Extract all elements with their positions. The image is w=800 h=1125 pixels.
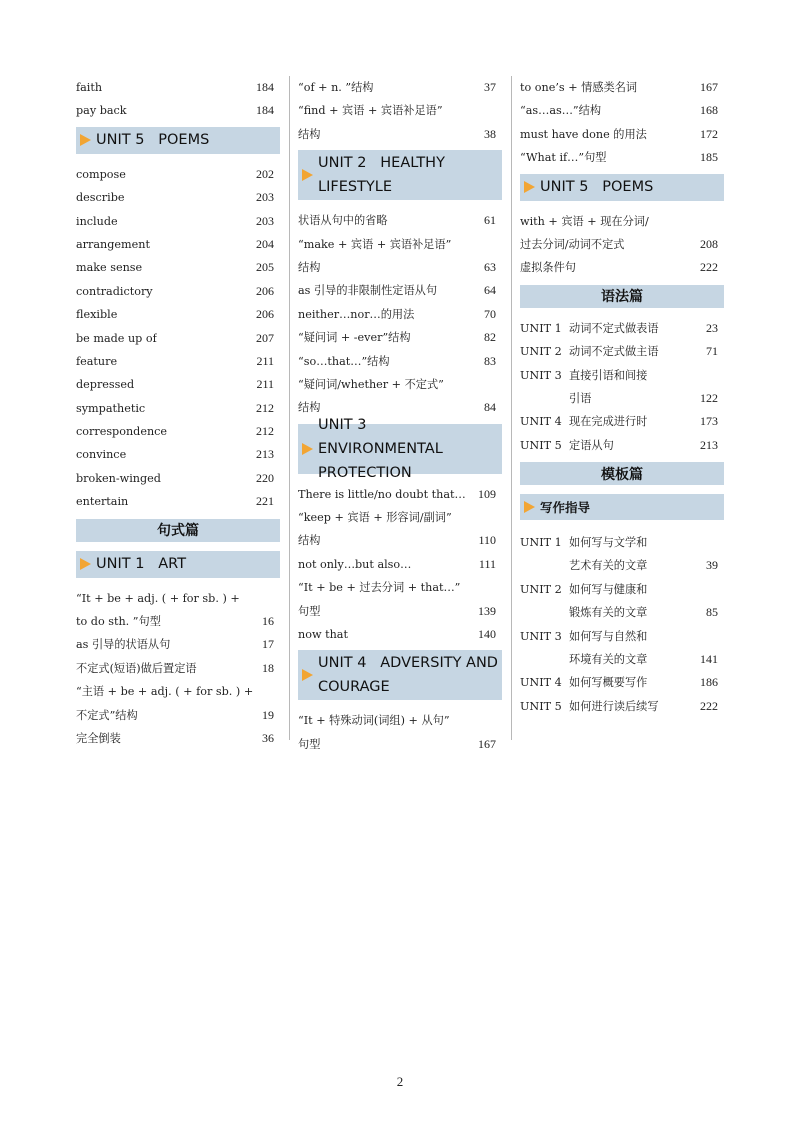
toc-entry-page: 82: [484, 330, 496, 345]
toc-entry-text: pay back: [76, 104, 127, 118]
column-divider-left: [289, 76, 290, 740]
toc-entry-page: 122: [700, 390, 718, 405]
toc-entry: [520, 695, 724, 718]
toc-entry-text: “make + 宾语 + 宾语补足语”: [298, 237, 452, 251]
toc-entry-page: 205: [256, 260, 274, 275]
toc-entry-page: 212: [256, 424, 274, 439]
toc-entry-text: describe: [76, 191, 125, 205]
toc-entry: [76, 99, 280, 122]
toc-entry-page: 19: [262, 707, 274, 722]
toc-entry-page: 83: [484, 353, 496, 368]
toc-entry: [298, 76, 502, 99]
toc-entry-text: 动词不定式做表语: [569, 321, 659, 335]
toc-entry: [298, 350, 502, 373]
toc-entry-page: 63: [484, 259, 496, 274]
toc-entry: [520, 364, 724, 387]
toc-entry-text: 完全倒装: [76, 731, 121, 745]
writing-guide-header: 写作指导: [520, 494, 724, 520]
toc-entry-page: 213: [256, 447, 274, 462]
toc-entry: [520, 531, 724, 554]
toc-entry-page: 203: [256, 213, 274, 228]
toc-entry-page: 38: [484, 126, 496, 141]
toc-entry: [76, 280, 280, 303]
toc-entry-text: There is little/no doubt that…: [298, 487, 466, 501]
toc-entry-text: neither…nor…的用法: [298, 307, 415, 321]
toc-entry-page: 221: [256, 494, 274, 509]
toc-entry-page: 17: [262, 637, 274, 652]
toc-entry: [76, 186, 280, 209]
toc-entry-text: now that: [298, 628, 348, 642]
toc-entry-page: 140: [478, 627, 496, 642]
toc-entry: [520, 671, 724, 694]
toc-entry-text: 不定式(短语)做后置定语: [76, 661, 197, 675]
unit-2-healthy-lifestyle-header: UNIT 2 HEALTHY LIFESTYLE: [298, 150, 502, 200]
toc-entry: [520, 210, 724, 233]
toc-entry-text: depressed: [76, 378, 135, 392]
arrow-icon: [80, 134, 91, 146]
toc-entry-text: with + 宾语 + 现在分词/: [520, 214, 649, 228]
toc-entry-unit: UNIT 1: [520, 536, 562, 550]
sentence-list-continued: [520, 76, 724, 170]
toc-entry-page: 167: [700, 79, 718, 94]
toc-entry-text: to one’s + 情感类名词: [520, 80, 638, 94]
toc-entry: [520, 554, 724, 577]
grammar-section-header: 语法篇: [520, 285, 724, 308]
toc-entry-page: 61: [484, 213, 496, 228]
arrow-icon: [302, 669, 313, 681]
toc-entry-page: 71: [706, 344, 718, 359]
toc-entry-page: 36: [262, 730, 274, 745]
toc-entry-text: include: [76, 214, 118, 228]
toc-entry-page: 202: [256, 166, 274, 181]
toc-entry: [298, 279, 502, 302]
toc-entry-text: 动词不定式做主语: [569, 345, 659, 359]
toc-entry: [520, 256, 724, 279]
unit-5-poems-header: UNIT 5 POEMS: [520, 174, 724, 201]
toc-entry-page: 211: [256, 353, 274, 368]
toc-entry-unit: UNIT 3: [520, 629, 562, 643]
toc-entry-text: faith: [76, 80, 103, 94]
toc-entry-page: 139: [478, 603, 496, 618]
toc-entry-page: 167: [478, 736, 496, 751]
toc-entry-text: 定语从句: [569, 438, 614, 452]
toc-entry: [76, 373, 280, 396]
unit-3-environmental-protection-header: UNIT 3 ENVIRONMENTAL PROTECTION: [298, 424, 502, 474]
toc-entry-page: 211: [256, 377, 274, 392]
toc-entry-page: 220: [256, 470, 274, 485]
toc-entry-unit: UNIT 5: [520, 438, 562, 452]
toc-entry-text: 如何写与健康和: [569, 582, 648, 596]
toc-entry: [76, 256, 280, 279]
toc-entry: [298, 623, 502, 646]
toc-entry-page: 141: [700, 652, 718, 667]
toc-entry-page: 70: [484, 306, 496, 321]
toc-entry-text: sympathetic: [76, 401, 146, 415]
toc-entry-text: 结构: [298, 260, 321, 274]
toc-entry-page: 208: [700, 236, 718, 251]
toc-entry: [76, 490, 280, 513]
unit-1-sentence-list: [76, 587, 280, 751]
toc-entry-text: 过去分词/动词不定式: [520, 237, 625, 251]
toc-entry: [298, 373, 502, 396]
toc-entry-text: 引语: [569, 391, 592, 405]
toc-entry-unit: UNIT 4: [520, 676, 562, 690]
toc-entry-text: not only…but also…: [298, 557, 412, 571]
toc-entry-unit: UNIT 2: [520, 582, 562, 596]
toc-entry: [76, 704, 280, 727]
toc-entry-text: be made up of: [76, 331, 157, 345]
toc-entry: [520, 317, 724, 340]
toc-entry-text: “疑问词/whether + 不定式”: [298, 377, 444, 391]
toc-entry-unit: UNIT 4: [520, 415, 562, 429]
toc-entry-text: 艺术有关的文章: [569, 559, 648, 573]
toc-entry-page: 204: [256, 236, 274, 251]
toc-entry-text: “so…that…”结构: [298, 354, 390, 368]
toc-entry: [76, 467, 280, 490]
toc-entry-text: “as…as…”结构: [520, 104, 602, 118]
toc-entry: [76, 420, 280, 443]
toc-entry: [520, 123, 724, 146]
toc-entry-unit: UNIT 2: [520, 345, 562, 359]
toc-entry-unit: UNIT 3: [520, 368, 562, 382]
toc-entry-page: 203: [256, 190, 274, 205]
sentence-section-header: 句式篇: [76, 519, 280, 542]
toc-entry-page: 222: [700, 698, 718, 713]
arrow-icon: [80, 558, 91, 570]
toc-entry-text: 不定式”结构: [76, 708, 138, 722]
toc-entry: [520, 340, 724, 363]
toc-entry: [298, 709, 502, 732]
toc-entry-page: 39: [706, 558, 718, 573]
toc-entry-text: entertain: [76, 495, 129, 509]
toc-entry: [520, 648, 724, 671]
unit-5-poems-header: UNIT 5 POEMS: [76, 127, 280, 154]
toc-entry: [298, 326, 502, 349]
toc-entry-page: 222: [700, 260, 718, 275]
toc-entry: [76, 680, 280, 703]
unit-2-sentence-list: [298, 209, 502, 420]
toc-entry-page: 172: [700, 126, 718, 141]
toc-entry-page: 23: [706, 320, 718, 335]
toc-entry-text: “of + n. ”结构: [298, 80, 374, 94]
arrow-icon: [302, 169, 313, 181]
column-divider-right: [511, 76, 512, 740]
grammar-list: [520, 317, 724, 457]
toc-entry-text: compose: [76, 167, 126, 181]
toc-entry-text: 环境有关的文章: [569, 653, 648, 667]
sentence-list-continued: [298, 76, 502, 146]
toc-entry: [520, 233, 724, 256]
toc-entry-text: as 引导的非限制性定语从句: [298, 284, 438, 298]
toc-entry-text: 如何进行读后续写: [569, 699, 659, 713]
toc-entry: [298, 233, 502, 256]
toc-entry: [298, 303, 502, 326]
toc-entry-text: 虚拟条件句: [520, 261, 576, 275]
toc-entry-text: “find + 宾语 + 宾语补足语”: [298, 104, 443, 118]
toc-entry: [76, 163, 280, 186]
toc-entry: [520, 387, 724, 410]
toc-entry: [298, 600, 502, 623]
toc-entry-text: “It + be + adj. ( + for sb. ) +: [76, 591, 240, 605]
arrow-icon: [524, 501, 535, 513]
toc-entry-text: feature: [76, 354, 118, 368]
toc-entry-unit: UNIT 1: [520, 321, 562, 335]
toc-entry-page: 184: [256, 103, 274, 118]
toc-entry: [520, 434, 724, 457]
toc-entry-page: 85: [706, 605, 718, 620]
toc-entry: [520, 76, 724, 99]
toc-entry-text: “主语 + be + adj. ( + for sb. ) +: [76, 685, 254, 699]
toc-entry-text: 如何写与自然和: [569, 629, 648, 643]
toc-entry: [298, 99, 502, 122]
arrow-icon: [302, 443, 313, 455]
toc-column-3: [520, 76, 724, 718]
toc-entry: [76, 633, 280, 656]
toc-entry-text: 现在完成进行时: [569, 415, 648, 429]
toc-entry-page: 64: [484, 283, 496, 298]
toc-entry-text: 如何写概要写作: [569, 676, 648, 690]
toc-entry: [76, 587, 280, 610]
toc-entry-page: 84: [484, 400, 496, 415]
toc-entry: [76, 443, 280, 466]
unit-1-art-header: UNIT 1 ART: [76, 551, 280, 578]
toc-entry-page: 111: [478, 556, 496, 571]
toc-entry-text: 如何写与文学和: [569, 536, 648, 550]
toc-entry-text: make sense: [76, 261, 143, 275]
toc-entry-text: flexible: [76, 308, 118, 322]
page-number: 2: [396, 1074, 404, 1089]
toc-entry-text: must have done 的用法: [520, 127, 647, 141]
toc-entry-text: 结构: [298, 534, 321, 548]
toc-entry: [298, 576, 502, 599]
toc-entry: [520, 99, 724, 122]
toc-entry-text: broken-winged: [76, 471, 161, 485]
toc-entry: [76, 397, 280, 420]
toc-entry: [298, 256, 502, 279]
toc-entry-page: 168: [700, 103, 718, 118]
toc-entry-text: “keep + 宾语 + 形容词/副词”: [298, 511, 452, 525]
toc-entry-page: 110: [478, 533, 496, 548]
toc-entry: [298, 123, 502, 146]
toc-entry: [76, 350, 280, 373]
toc-entry-page: 207: [256, 330, 274, 345]
toc-entry-text: as 引导的状语从句: [76, 638, 171, 652]
writing-guide-list: [520, 531, 724, 718]
toc-entry-text: convince: [76, 448, 127, 462]
toc-entry: [76, 657, 280, 680]
toc-entry: [520, 410, 724, 433]
toc-column-1: [76, 76, 280, 750]
toc-entry-text: 状语从句中的省略: [298, 214, 388, 228]
unit-4-sentence-list: [298, 709, 502, 756]
toc-entry: [298, 553, 502, 576]
toc-entry: [76, 76, 280, 99]
toc-entry-text: 结构: [298, 401, 321, 415]
toc-entry: [76, 610, 280, 633]
toc-entry: [76, 210, 280, 233]
toc-entry: [520, 578, 724, 601]
toc-entry-unit: UNIT 5: [520, 699, 562, 713]
toc-entry: [298, 506, 502, 529]
toc-entry: [298, 733, 502, 756]
toc-entry-page: 206: [256, 283, 274, 298]
template-section-header: 模板篇: [520, 462, 724, 485]
toc-entry-page: 37: [484, 79, 496, 94]
arrow-icon: [524, 181, 535, 193]
toc-entry: [298, 529, 502, 552]
toc-entry-text: “疑问词 + -ever”结构: [298, 331, 411, 345]
toc-column-2: [298, 76, 502, 756]
toc-entry: [520, 146, 724, 169]
toc-entry: [298, 209, 502, 232]
toc-entry-text: 结构: [298, 127, 321, 141]
toc-entry: [76, 233, 280, 256]
toc-entry-text: contradictory: [76, 284, 153, 298]
toc-entry-page: 185: [700, 150, 718, 165]
unit-5-vocab-list: [76, 163, 280, 514]
unit-4-adversity-courage-header: UNIT 4 ADVERSITY AND COURAGE: [298, 650, 502, 700]
toc-entry-text: 锻炼有关的文章: [569, 606, 648, 620]
unit-5-sentence-list: [520, 210, 724, 280]
toc-entry-page: 213: [700, 437, 718, 452]
toc-entry-text: “It + 特殊动词(词组) + 从句”: [298, 714, 450, 728]
toc-entry-page: 16: [262, 614, 274, 629]
toc-entry-text: to do sth. ”句型: [76, 615, 161, 629]
toc-entry-page: 212: [256, 400, 274, 415]
toc-entry-page: 184: [256, 79, 274, 94]
toc-entry-page: 186: [700, 675, 718, 690]
toc-entry: [520, 625, 724, 648]
toc-entry-page: 173: [700, 414, 718, 429]
toc-entry-page: 18: [262, 660, 274, 675]
toc-entry-text: 句型: [298, 737, 321, 751]
toc-entry: [76, 303, 280, 326]
vocab-list-continued: [76, 76, 280, 123]
toc-entry: [298, 483, 502, 506]
toc-entry: [76, 327, 280, 350]
toc-entry-text: “What if…”句型: [520, 151, 607, 165]
toc-entry-text: arrangement: [76, 237, 150, 251]
unit-3-sentence-list: [298, 483, 502, 647]
toc-entry-page: 206: [256, 307, 274, 322]
toc-entry-page: 109: [478, 486, 496, 501]
toc-entry-text: 句型: [298, 604, 321, 618]
toc-entry-text: 直接引语和间接: [569, 368, 648, 382]
toc-entry-text: correspondence: [76, 425, 168, 439]
toc-entry: [76, 727, 280, 750]
toc-entry: [520, 601, 724, 624]
toc-entry-text: “It + be + 过去分词 + that…”: [298, 581, 461, 595]
